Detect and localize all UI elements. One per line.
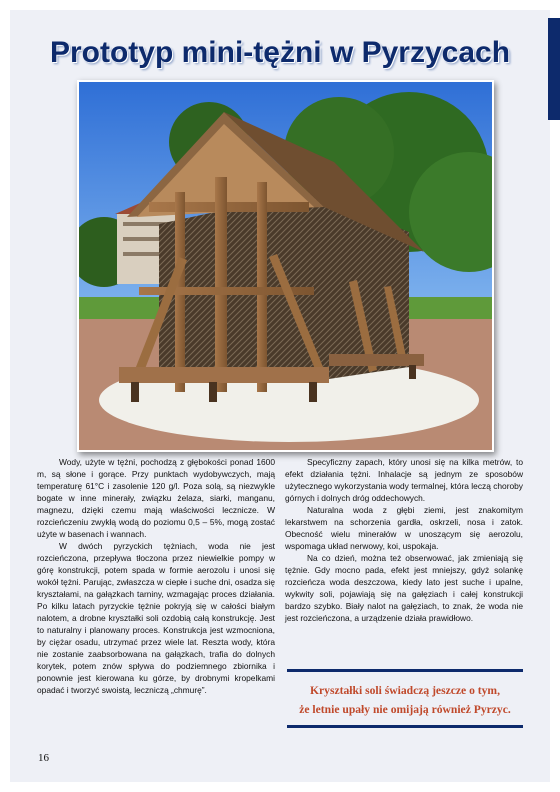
left-text-column [37,456,275,696]
right-text-column [285,456,523,624]
quote-rule-top [287,669,523,672]
page-number: 16 [38,752,49,764]
quote-text [287,681,523,719]
quote-rule-bottom [287,725,523,728]
graduation-tower-photo [77,80,494,452]
paragraph: W dwóch pyrzyckich tężniach, woda nie jest rozcieńczona, przepływa tłoczona przez niewielkie pompy w górę konstrukcji, potem spada w formie aerozolu i unosi się wokół tężni. Parując, zwłaszcza w ciepłe i suche dni, osadza się kryształami, na gałązkach tarniny, wzmagając proces działania. Po kilku latach pyrzyckie tężnie pokryją się w całości białym nalotem, a drobne kryształki soli ozdobią całą konstrukcję. Jest to naturalny i planowany proces. Konstrukcja jest wzmocniona, by ciężar osadu, utrzymać przez wiele lat. Reszta wody, która nie zostanie zaabsorbowana na gałązkach, trafia do dolnych korytek, potem znów spływa do podziemnego zbiornika i ponownie jest kierowana ku górze, by drobnymi kropelkami opadać i tworzyć swoistą, leczniczą „chmurę”. [37,541,275,695]
page-title: Prototyp mini-tężni w Pyrzycach [49,36,511,69]
paragraph: Wody, użyte w tężni, pochodzą z głębokości ponad 1600 m, są słone i gorące. Przy punktach wydobywczych, mają temperaturę 61°C i zasolenie 120 g/l. Poza solą, są niezwykle bogate w inne minerały, związku żelaza, siarki, manganu, magnezu, dzięki czemu mają właściwości lecznicze. W rozcieńczeniu zwykłą wodą do poziomu 0,5 – 5%, mogą zostać użyte w basenach i wannach. [37,457,275,539]
paragraph: Naturalna woda z głębi ziemi, jest znakomitym lekarstwem na schorzenia gardła, oskrzeli, nosa i zatok. Obecność wielu minerałów w unoszącym się aerozolu, wspomaga układ nerwowy, koi, uspokaja. [285,505,523,551]
quote-line-2: że letnie upały nie omijają również Pyrzyc. [299,703,511,716]
paragraph: Na co dzień, można też obserwować, jak zmieniają się tężnie. Gdy mocno pada, efekt jest mniejszy, gdyż solankę rozcieńcza woda deszczowa, kiedy lato jest suche i upalne, wykwity soli, pojawiają się na gałęziach i całej konstrukcji bardzo szybko. Biały nalot na gałęziach, to znak, że woda nie jest rozcieńczona, a urządzenie działa prawidłowo. [285,553,523,623]
pull-quote [287,669,523,731]
paragraph: Specyficzny zapach, który unosi się na kilka metrów, to efekt działania tężni. Inhalacje są jednym ze sposobów użytecznego wykorzystania wody termalnej, która leczą choroby górnych i dolnych dróg oddechowych. [285,457,523,503]
quote-line-1: Kryształki soli świadczą jeszcze o tym, [310,684,500,697]
